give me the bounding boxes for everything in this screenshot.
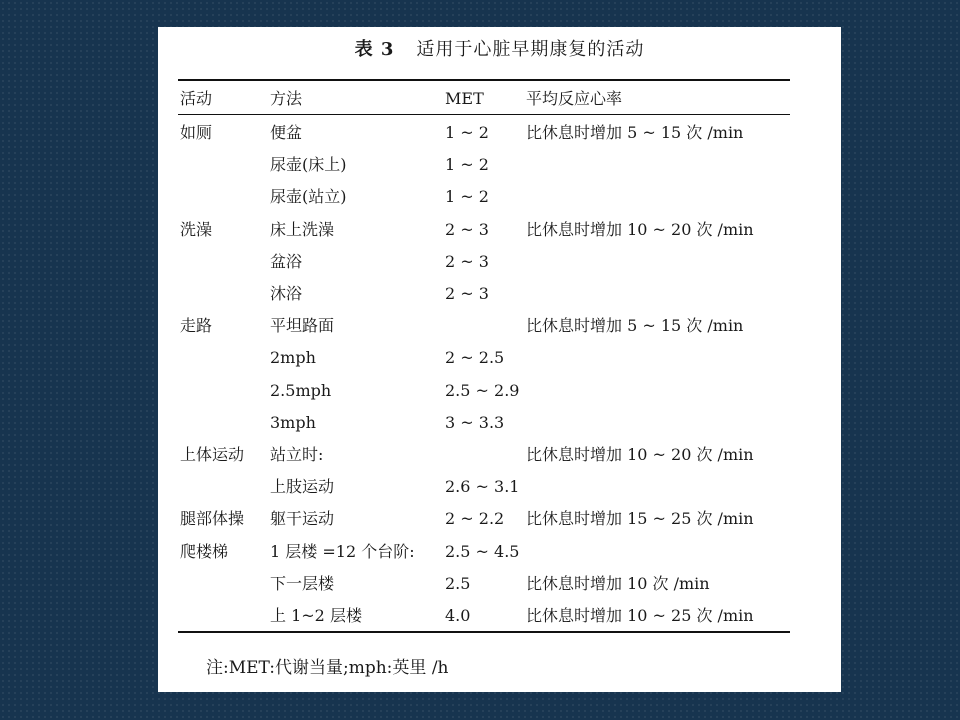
table-title [158,35,841,61]
cell-met: 4.0 [445,606,471,625]
cell-activity: 爬楼梯 [180,542,229,561]
cell-met: 2 ~ 2.5 [445,348,505,367]
cell-heart-rate: 比休息时增加 10 次 /min [526,574,710,593]
cell-met: 1 ~ 2 [445,187,489,206]
table-bottom-rule [178,631,790,633]
cell-heart-rate: 比休息时增加 5 ~ 15 次 /min [526,316,744,335]
cell-method: 2.5mph [270,381,332,400]
cell-met: 3 ~ 3.3 [445,413,505,432]
cell-method: 躯干运动 [270,509,335,528]
cell-method: 站立时: [270,445,324,464]
cell-met: 2.5 ~ 4.5 [445,542,520,561]
cell-activity: 洗澡 [180,220,213,239]
table-note: 注:MET:代谢当量;mph:英里 /h [206,658,449,678]
cell-activity: 如厕 [180,123,213,142]
table-title-text: 适用于心脏早期康复的活动 [416,39,645,60]
cell-method: 下一层楼 [270,574,335,593]
cell-met: 2 ~ 3 [445,252,489,271]
cell-method: 平坦路面 [270,316,335,335]
cell-method: 盆浴 [270,252,303,271]
cell-method: 尿壶(床上) [270,155,347,174]
cell-method: 便盆 [270,123,303,142]
cell-method: 2mph [270,348,316,367]
cell-heart-rate: 比休息时增加 10 ~ 20 次 /min [526,445,754,464]
cell-method: 上 1~2 层楼 [270,606,362,625]
cell-met: 1 ~ 2 [445,155,489,174]
cell-activity: 上体运动 [180,445,245,464]
cell-heart-rate: 比休息时增加 5 ~ 15 次 /min [526,123,744,142]
cell-met: 2 ~ 3 [445,284,489,303]
header-met: MET [445,89,484,108]
cell-heart-rate: 比休息时增加 10 ~ 20 次 /min [526,220,754,239]
cell-heart-rate: 比休息时增加 10 ~ 25 次 /min [526,606,754,625]
table-number: 表 3 [354,39,395,60]
cell-activity: 走路 [180,316,213,335]
cell-met: 2.5 [445,574,471,593]
header-method: 方法 [270,89,303,108]
cell-method: 尿壶(站立) [270,187,347,206]
cell-method: 床上洗澡 [270,220,335,239]
cell-method: 1 层楼 =12 个台阶: [270,542,415,561]
cell-met: 2 ~ 2.2 [445,509,505,528]
cell-method: 上肢运动 [270,477,335,496]
header-activity: 活动 [180,89,213,108]
table-top-rule [178,79,790,81]
header-heart-rate: 平均反应心率 [526,89,623,108]
cell-method: 3mph [270,413,316,432]
cell-met: 1 ~ 2 [445,123,489,142]
cell-heart-rate: 比休息时增加 15 ~ 25 次 /min [526,509,754,528]
table-header-rule [178,114,790,115]
cell-met: 2.5 ~ 2.9 [445,381,520,400]
cell-met: 2.6 ~ 3.1 [445,477,520,496]
slide-panel [158,27,841,692]
cell-met: 2 ~ 3 [445,220,489,239]
cell-method: 沐浴 [270,284,303,303]
cell-activity: 腿部体操 [180,509,245,528]
